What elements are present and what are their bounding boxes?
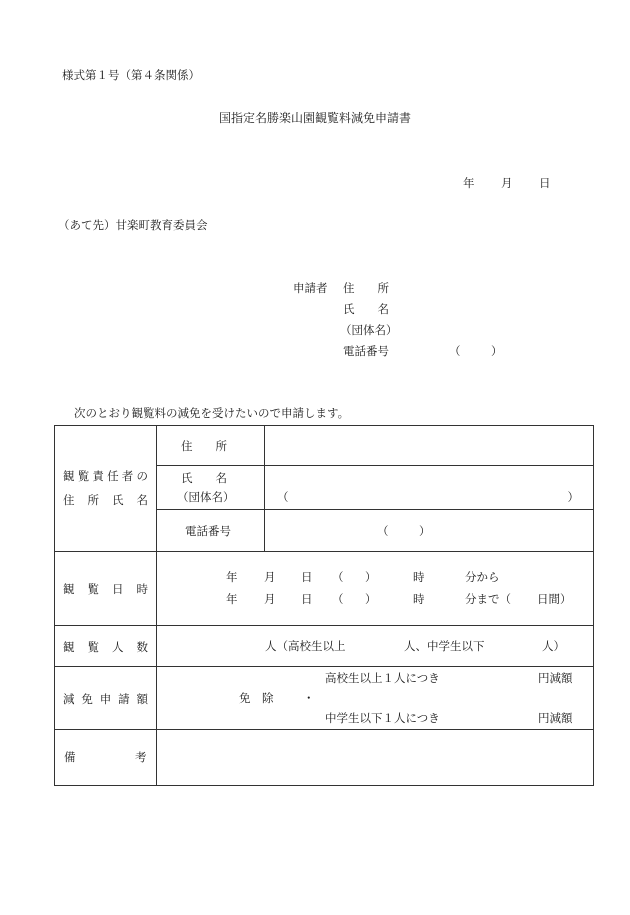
responsible-address-label: 住 所: [181, 439, 227, 453]
visitors-label: 観 覧 人 数: [63, 640, 148, 654]
form-number: 様式第１号（第４条関係）: [62, 68, 200, 82]
dt1-paren-close: ）: [365, 570, 377, 584]
reduction-label-cell: [55, 667, 157, 730]
date-month-label: 月: [501, 176, 513, 190]
remarks-field[interactable]: [157, 730, 594, 786]
responsible-person-label-cell: [55, 426, 157, 552]
dt2-month: 月: [264, 592, 276, 606]
remarks-label-a: 備: [64, 750, 76, 764]
applicant-heading: 申請者: [293, 281, 328, 295]
visitors-text-2: 人、中学生以下: [404, 639, 485, 653]
dt2-year: 年: [226, 592, 238, 606]
dt2-paren-close: ）: [365, 592, 377, 606]
group-paren-open: （: [277, 490, 289, 504]
responsible-phone-label-cell: [157, 510, 265, 552]
responsible-name-field[interactable]: [265, 466, 594, 510]
remarks-label-cell: [55, 730, 157, 786]
applicant-phone-paren-open: （: [449, 344, 461, 358]
dt1-hour: 時: [413, 570, 425, 584]
responsible-label-line2: 住 所 氏 名: [63, 493, 148, 507]
phone-paren-close: ）: [419, 524, 431, 538]
date-year-label: 年: [463, 176, 475, 190]
remarks-label-b: 考: [135, 750, 147, 764]
applicant-address-label: 住 所: [343, 281, 389, 295]
date-day-label: 日: [539, 176, 551, 190]
reduction-high-school: 高校生以上１人につき: [325, 671, 440, 685]
intro-text: 次のとおり観覧料の減免を受けたいので申請します。: [74, 406, 350, 420]
responsible-address-field[interactable]: [265, 426, 594, 466]
applicant-phone-paren-close: ）: [491, 344, 503, 358]
visitors-label-cell: [55, 626, 157, 667]
dt2-day: 日: [301, 592, 313, 606]
addressee: （あて先）甘楽町教育委員会: [58, 218, 208, 232]
dt1-day: 日: [301, 570, 313, 584]
dt2-until: 分まで（: [465, 592, 511, 606]
reduction-exempt: 免 除: [239, 691, 274, 705]
viewing-datetime-label-cell: [55, 552, 157, 626]
responsible-address-label-cell: [157, 426, 265, 466]
dt2-hour: 時: [413, 592, 425, 606]
reduction-field[interactable]: [157, 667, 594, 730]
responsible-group-label: （団体名）: [177, 490, 235, 504]
reduction-yen-2: 円減額: [538, 711, 573, 725]
viewing-datetime-label: 観 覧 日 時: [63, 582, 148, 596]
visitors-text-1: 人（高校生以上: [265, 639, 346, 653]
group-paren-close: ）: [567, 490, 579, 504]
visitors-text-3: 人）: [542, 639, 565, 653]
reduction-label: 減 免 申 請 額: [63, 692, 148, 706]
dt2-days: 日間）: [537, 592, 572, 606]
dt1-month: 月: [264, 570, 276, 584]
reduction-middle-school: 中学生以下１人につき: [325, 711, 440, 725]
dt1-from: 分から: [465, 570, 500, 584]
responsible-phone-label: 電話番号: [185, 524, 231, 538]
applicant-phone-label: 電話番号: [343, 344, 389, 358]
phone-paren-open: （: [377, 524, 389, 538]
viewing-datetime-field[interactable]: [157, 552, 594, 626]
dt1-paren-open: （: [332, 570, 344, 584]
responsible-name-label: 氏 名: [181, 471, 227, 485]
responsible-label-line1: 観 覧 責 任 者 の: [63, 469, 148, 483]
page-title: 国指定名勝楽山園観覧料減免申請書: [218, 111, 411, 125]
responsible-name-label-cell: [157, 466, 265, 510]
dt1-year: 年: [226, 570, 238, 584]
responsible-phone-field[interactable]: [265, 510, 594, 552]
reduction-yen-1: 円減額: [538, 671, 573, 685]
dt2-paren-open: （: [332, 592, 344, 606]
reduction-dot: ・: [303, 691, 315, 705]
applicant-group-label: （団体名）: [340, 323, 398, 337]
reduction-application-table: [54, 425, 594, 786]
applicant-name-label: 氏 名: [343, 302, 389, 316]
visitors-field[interactable]: [157, 626, 594, 667]
